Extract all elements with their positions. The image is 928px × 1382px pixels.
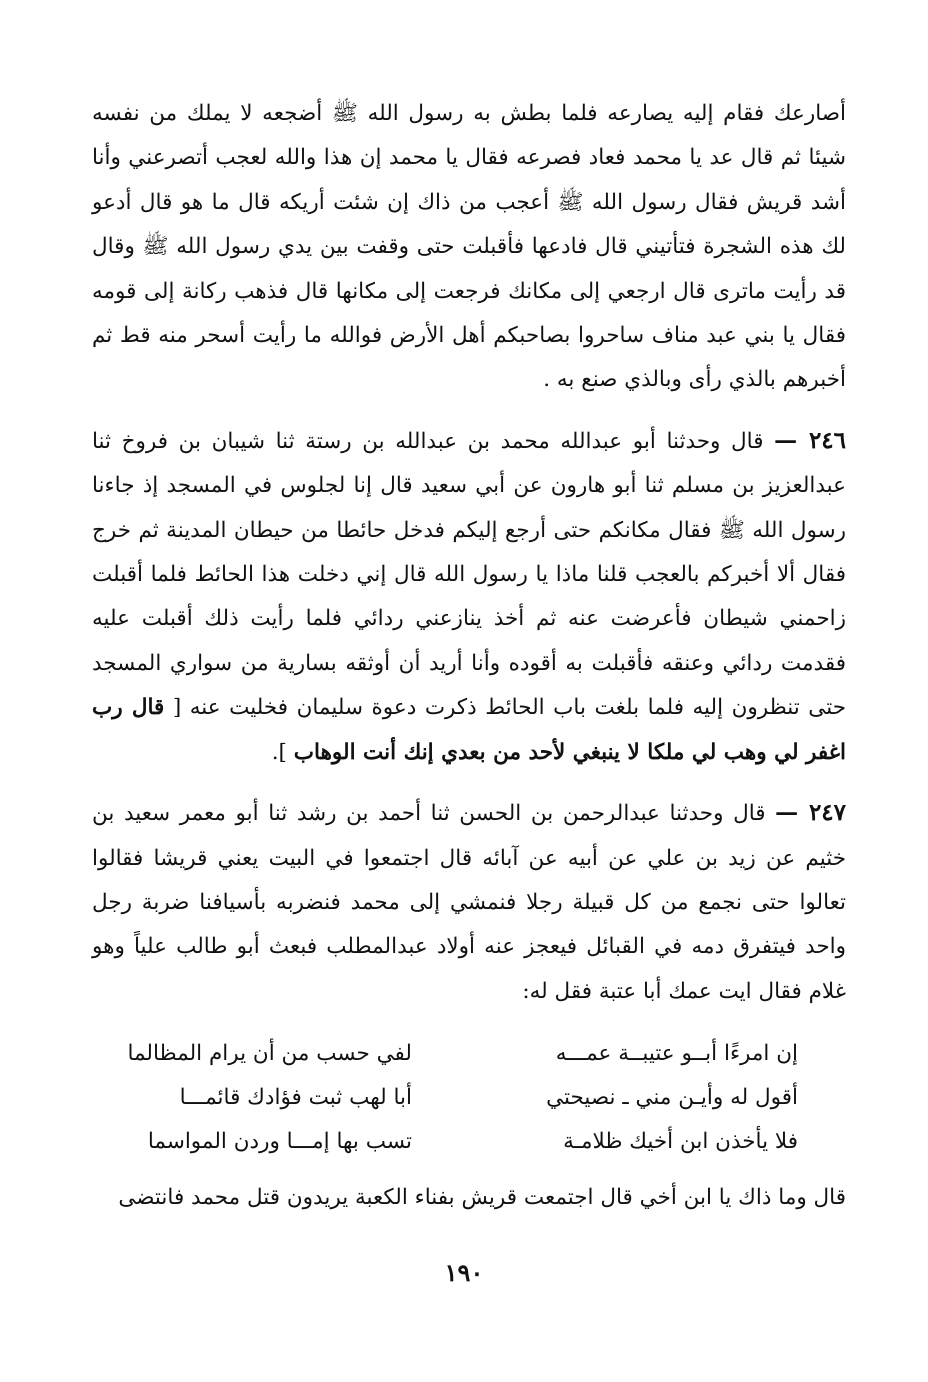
- paragraph-final: قال وما ذاك يا ابن أخي قال اجتمعت قريش بفناء الكعبة يريدون قتل محمد فانتضى: [118, 1185, 846, 1211]
- verse-first-half: إن امرءًا أبــو عتيبــة عمـــه: [555, 1041, 798, 1067]
- hadith-246: [92, 419, 846, 775]
- verse-second-half: أبا لهب ثبت فؤادك قائمـــا: [179, 1085, 412, 1111]
- quran-bracket-close: ].: [271, 739, 294, 765]
- hadith-number: ٢٤٧ —: [775, 799, 847, 827]
- quran-bracket-open: [: [164, 695, 182, 721]
- poem-verse: [112, 1076, 798, 1120]
- paragraph-continuation: أصارعك فقام إليه يصارعه فلما بطش به رسول الله ﷺ أضجعه لا يملك من نفسه شيئا ثم قال عد يا محمد فعاد فصرعه فقال يا محمد إن هذا والله لعجب أتصرعني وأنا أشد قريش فقال رسول الله ﷺ أعجب من ذاك إن شئت أريكه قال ما هو قال أدعو لك هذه الشجرة فتأتيني قال فادعها فأقبلت حتى وقفت بين يدي رسول الله ﷺ وقال قد رأيت ماترى قال ارجعي إلى مكانك فرجعت إلى مكانها قال فذهب ركانة إلى قومه فقال يا بني عبد مناف ساحروا بصاحبكم أهل الأرض فوالله ما رأيت أسحر منه قط ثم أخبرهم بالذي رأى وبالذي صنع به .: [92, 101, 846, 393]
- hadith-text: قال وحدثنا عبدالرحمن بن الحسن ثنا أحمد بن رشد ثنا أبو معمر سعيد بن خثيم عن زيد بن علي عن أبيه عن آبائه قال اجتمعوا في البيت يعني قريشا فقالوا تعالوا حتى نجمع من كل قبيلة رجلا فنمشي إلى محمد فنضربه بأسيافنا ضربة رجل واحد فيتفرق دمه في القبائل فيعجز عنه أولاد عبدالمطلب فبعث أبو طالب علياً وهو غلام فقال ايت عمك أبا عتبة فقل له:: [92, 801, 846, 1004]
- verse-second-half: تسب بها إمـــا وردن المواسما: [147, 1129, 412, 1155]
- poem-verse: [112, 1120, 798, 1164]
- hadith-247: [92, 791, 846, 1014]
- poem: [112, 1032, 798, 1164]
- verse-second-half: لفي حسب من أن يرام المظالما: [127, 1041, 412, 1067]
- hadith-number: ٢٤٦ —: [774, 426, 846, 454]
- verse-first-half: أقول له وأيـن مني ـ نصيحتي: [546, 1085, 798, 1111]
- quran-verse: قال رب اغفر لي وهب لي ملكا لا ينبغي لأحد من بعدي إنك أنت الوهاب: [92, 695, 846, 765]
- page-body: [92, 92, 846, 1221]
- verse-first-half: فلا يأخذن ابن أخيك ظلامـة: [563, 1129, 798, 1155]
- page-number: ١٩٠: [444, 1258, 484, 1287]
- hadith-text: قال وحدثنا أبو عبدالله محمد بن عبدالله بن رستة ثنا شيبان بن فروخ ثنا عبدالعزيز بن مسلم ثنا أبو هارون عن أبي سعيد قال إنا لجلوس في المسجد إذ جاءنا رسول الله ﷺ فقال مكانكم حتى أرجع إليكم فدخل حائطا من حيطان المدينة ثم خرج فقال ألا أخبركم بالعجب قلنا ماذا يا رسول الله قال إني دخلت هذا الحائط فلما أقبلت زاحمني شيطان فأعرضت عنه ثم أخذ ينازعني ردائي فلما رأيت ذلك أقبلت عليه فقدمت ردائي وعنقه فأقبلت به أقوده وأنا أريد أن أوثقه بسارية من سواري المسجد حتى تنظرون إليه فلما بلغت باب الحائط ذكرت دعوة سليمان فخليت عنه: [92, 428, 847, 721]
- poem-verse: [112, 1032, 798, 1076]
